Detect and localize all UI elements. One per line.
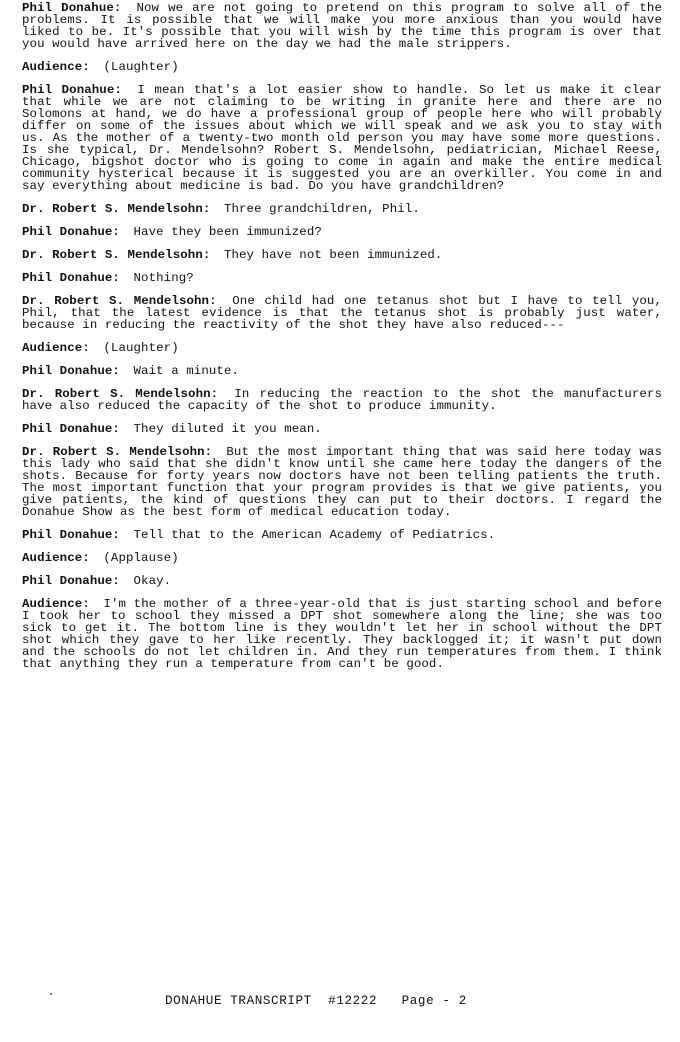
transcript-entry (22, 84, 662, 192)
transcript-entry (22, 295, 662, 331)
transcript-entry (22, 388, 662, 412)
utterance-text: In reducing the reaction to the shot the manufacturers have also reduced the capacity of the shot to produce immunity. (22, 387, 663, 413)
speaker-label: Phil Donahue: (22, 574, 120, 588)
utterance-text: But the most important thing that was said here today was this lady who said that she didn't know until she came here today the dangers of the shots. Because for forty years now doctors have not been telling patients the truth. The most important function that your program provides is that we give patients, you give patients, the kind of questions they can put to their doctors. I regard the Donahue Show as the best form of medical education today. (22, 445, 662, 519)
speaker-label: Audience: (22, 60, 90, 74)
speaker-label: Audience: (22, 551, 90, 565)
speaker-label: Phil Donahue: (22, 422, 120, 436)
footer-title: DONAHUE TRANSCRIPT (165, 994, 312, 1008)
footer-number: #12222 (328, 994, 378, 1008)
utterance-text: Have they been immunized? (133, 225, 322, 239)
speaker-label: Phil Donahue: (22, 271, 120, 285)
footer-page-separator: - (442, 994, 451, 1008)
transcript-entry (22, 249, 662, 261)
transcript-entry (22, 446, 662, 518)
speaker-label: Phil Donahue: (22, 225, 120, 239)
utterance-text: Tell that to the American Academy of Pediatrics. (133, 528, 496, 542)
utterance-text: One child had one tetanus shot but I have to tell you, Phil, that the latest evidence is that the tetanus shot is probably just water, because in reducing the reactivity of the shot they have also reduced--- (22, 294, 663, 332)
speaker-label: Phil Donahue: (22, 1, 122, 15)
transcript-entry (22, 226, 662, 238)
utterance-text: They diluted it you mean. (133, 422, 322, 436)
speaker-label: Audience: (22, 597, 90, 611)
utterance-text: (Applause) (103, 551, 179, 565)
speaker-label: Dr. Robert S. Mendelsohn: (22, 445, 213, 459)
utterance-text: Nothing? (133, 271, 194, 285)
transcript-entry (22, 575, 662, 587)
speaker-label: Phil Donahue: (22, 528, 120, 542)
utterance-text: Wait a minute. (133, 364, 240, 378)
footer-page-number: 2 (458, 994, 467, 1008)
utterance-text: Now we are not going to pretend on this program to solve all of the problems. It is possible that we will make you more anxious than you would have liked to be. It's possible that you will wish by the time this program is over that you would have arrived here on the day we had the male strippers. (22, 1, 662, 51)
utterance-text: They have not been immunized. (223, 248, 443, 262)
speaker-label: Phil Donahue: (22, 364, 120, 378)
speaker-label: Dr. Robert S. Mendelsohn: (22, 202, 211, 216)
transcript-entry (22, 598, 662, 670)
utterance-text: (Laughter) (103, 341, 179, 355)
transcript-entry (22, 2, 662, 50)
speaker-label: Audience: (22, 341, 90, 355)
page-footer (165, 994, 467, 1008)
speaker-label: Phil Donahue: (22, 83, 122, 97)
transcript-body (22, 2, 662, 670)
transcript-entry (22, 272, 662, 284)
transcript-entry (22, 423, 662, 435)
utterance-text: Three grandchildren, Phil. (223, 202, 420, 216)
transcript-entry (22, 61, 662, 73)
transcript-entry (22, 342, 662, 354)
transcript-entry (22, 365, 662, 377)
utterance-text: I'm the mother of a three-year-old that is just starting school and before I took her to school they missed a DPT shot somewhere along the line; she was too sick to get it. The bottom line is they wouldn't let her in school without the DPT shot which they gave to her like recently. They backlogged it; it wasn't put down and the schools do not let children in. And they run temperatures from them. I think that anything they run a temperature from can't be good. (22, 597, 662, 671)
scan-speck (50, 993, 52, 995)
transcript-entry (22, 552, 662, 564)
speaker-label: Dr. Robert S. Mendelsohn: (22, 248, 211, 262)
speaker-label: Dr. Robert S. Mendelsohn: (22, 294, 217, 308)
transcript-entry (22, 529, 662, 541)
utterance-text: (Laughter) (103, 60, 179, 74)
footer-page-label: Page (401, 994, 435, 1008)
utterance-text: Okay. (133, 574, 172, 588)
utterance-text: I mean that's a lot easier show to handle. So let us make it clear that while we are not claiming to be writing in granite here and there are no Solomons at hand, we do have a professional group of people here who will probably differ on some of the issues about which we will speak and we ask you to stay with us. As the mother of a twenty-two month old person you may have some more questions. Is she typical, Dr. Mendelsohn? Robert S. Mendelsohn, pediatrician, Michael Reese, Chicago, bigshot doctor who is going to come in again and make the entire medical community hysterical because it is suggested you are an overkiller. You come in and say everything about medicine is bad. Do you have grandchildren? (22, 83, 662, 193)
speaker-label: Dr. Robert S. Mendelsohn: (22, 387, 219, 401)
transcript-entry (22, 203, 662, 215)
